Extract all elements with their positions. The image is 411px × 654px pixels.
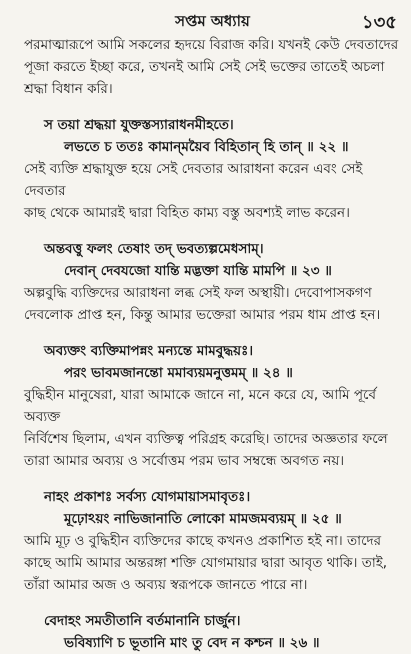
- verse-block-25: [24, 486, 401, 596]
- sanskrit-verse: [24, 114, 401, 158]
- sanskrit-line: পরং ভাবমজানন্তো মমাব্যয়মনুত্তমম্‌ ॥ ২৪ ॥: [64, 365, 293, 381]
- translation-line: আমি মূঢ় ও বুদ্ধিহীন ব্যক্তিদের কাছে কখনও প্রকাশিত হই না। তাদের: [24, 533, 382, 549]
- sanskrit-verse: [24, 340, 401, 384]
- intro-line: শ্রদ্ধা বিধান করি।: [24, 81, 113, 97]
- intro-line: পরমাত্মারূপে আমি সকলের হৃদয়ে বিরাজ করি। যখনই কেউ দেবতাদের: [24, 37, 399, 53]
- verse-block-24: [24, 340, 401, 472]
- sanskrit-line: বেদাহং সমতীতানি বর্তমানানি চার্জুন।: [44, 613, 241, 629]
- translation: [24, 282, 401, 326]
- sanskrit-line: দেবান্‌ দেবযজো যান্তি মদ্ভক্তা যান্তি মামপি ॥ ২৩ ॥: [64, 263, 332, 279]
- sanskrit-line: নাহং প্রকাশঃ সর্বস্য যোগমায়াসমাবৃতঃ।: [44, 489, 251, 505]
- translation-line: দেবলোক প্রাপ্ত হন, কিন্তু আমার ভক্তেরা আমার পরম ধাম প্রাপ্ত হন।: [24, 307, 381, 323]
- intro-paragraph: [24, 34, 401, 100]
- translation-line: তাঁরা আমার অজ ও অব্যয় স্বরূপকে জানতে পারে না।: [24, 577, 308, 593]
- translation-line: অল্পবুদ্ধি ব্যক্তিদের আরাধনা লব্ধ সেই ফল অস্থায়ী। দেবোপাসকগণ: [24, 285, 372, 301]
- translation: [24, 158, 401, 224]
- page-number: ১৩৫: [361, 12, 397, 33]
- sanskrit-line: লভতে চ ততঃ কামান্‌ময়ৈব বিহিতান্‌ হি তান্‌ ॥ ২২ ॥: [64, 139, 349, 155]
- sanskrit-line: ভবিষ্যাণি চ ভূতানি মাং তু বেদ ন কশ্চন ॥ ২৬ ॥: [64, 635, 320, 651]
- translation: [24, 384, 401, 472]
- verse-block-22: [24, 114, 401, 224]
- sanskrit-line: অন্তবত্তু ফলং তেষাং তদ্‌ ভবত্যল্পমেধসাম্‌।: [44, 241, 264, 257]
- verse-block-23: [24, 238, 401, 326]
- sanskrit-line: অব্যক্তং ব্যক্তিমাপন্নং মন্যন্তে মামবুদ্ধয়ঃ।: [44, 343, 254, 359]
- translation-line: নির্বিশেষ ছিলাম, এখন ব্যক্তিত্ব পরিগ্রহ করেছি। তাদের অজ্ঞতার ফলে: [24, 431, 388, 447]
- sanskrit-line: স তয়া শ্রদ্ধয়া যুক্তস্তস্যারাধনমীহতে।: [44, 117, 234, 133]
- sanskrit-verse: [24, 610, 401, 654]
- translation-line: বুদ্ধিহীন মানুষেরা, যারা আমাকে জানে না, মনে করে যে, আমি পূর্বে অব্যক্ত: [24, 387, 376, 425]
- page-header: [24, 6, 401, 34]
- translation-line: তারা আমার অব্যয় ও সর্বোত্তম পরম ভাব সম্বন্ধে অবগত নয়।: [24, 453, 345, 469]
- intro-text: [24, 34, 401, 100]
- verse-block-26: [24, 610, 401, 654]
- sanskrit-verse: [24, 238, 401, 282]
- intro-line: পূজা করতে ইচ্ছা করে, তখনই আমি সেই সেই ভক্তের তাতেই অচলা: [24, 59, 385, 75]
- sanskrit-line: মূঢ়োঽয়ং নাভিজানাতি লোকো মামজমব্যয়ম্‌ ॥ ২৫ ॥: [64, 511, 342, 527]
- sanskrit-verse: [24, 486, 401, 530]
- translation: [24, 530, 401, 596]
- translation-line: সেই ব্যক্তি শ্রদ্ধাযুক্ত হয়ে সেই দেবতার আরাধনা করেন এবং সেই দেবতার: [24, 161, 363, 199]
- chapter-title: সপ্তম অধ্যায়: [175, 12, 250, 30]
- translation-line: কাছে আমি আমার অন্তরঙ্গা শক্তি যোগমায়ার দ্বারা আবৃত থাকি। তাই,: [24, 555, 388, 571]
- translation-line: কাছ থেকে আমারই দ্বারা বিহিত কাম্য বস্তু অবশ্যই লাভ করেন।: [24, 205, 350, 221]
